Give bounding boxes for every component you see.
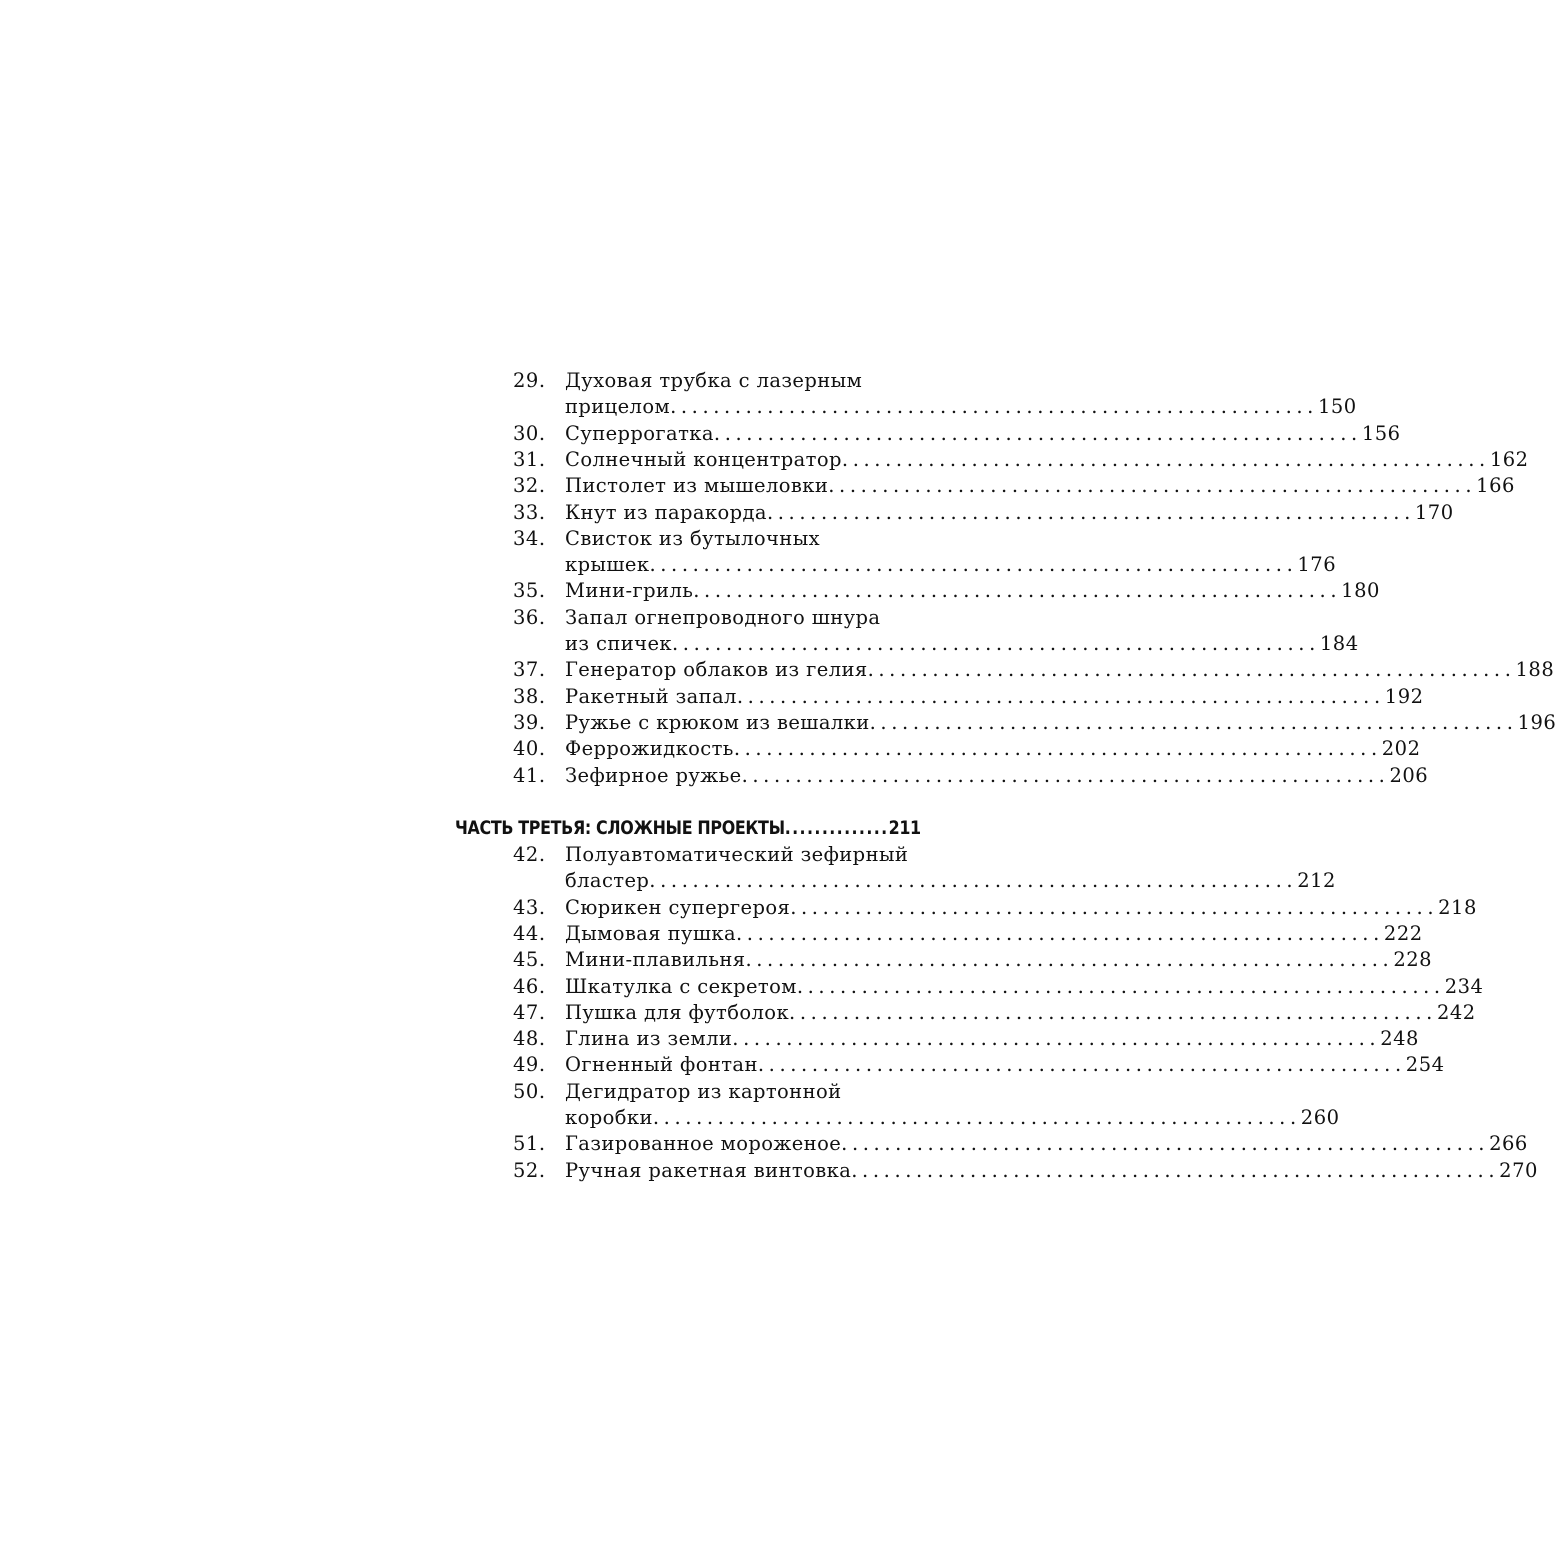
entry-title: Зефирное ружье bbox=[565, 763, 742, 787]
entry-number: 36. bbox=[513, 605, 546, 629]
entry-leader-dots: ............................................................ bbox=[766, 500, 1415, 524]
part-title: ЧАСТЬ ТРЕТЬЯ: СЛОЖНЫЕ ПРОЕКТЫ bbox=[455, 818, 785, 839]
toc-entry-line bbox=[0, 657, 1555, 683]
entry-number: 32. bbox=[513, 474, 546, 498]
entry-title: Духовая трубка с лазерным bbox=[565, 369, 863, 392]
entry-page-number: 184 bbox=[1319, 632, 1359, 655]
entry-leader-dots: ............................................................ bbox=[789, 1000, 1437, 1024]
entry-leader-dots: ............................................................ bbox=[745, 948, 1394, 972]
entry-leader-row bbox=[565, 947, 1433, 973]
toc-entry-line bbox=[0, 868, 1336, 894]
entry-leader-row bbox=[565, 631, 1359, 657]
toc-entry-line bbox=[0, 1026, 1419, 1052]
entry-title: Суперрогатка bbox=[565, 421, 714, 445]
entry-leader-row bbox=[565, 447, 1529, 473]
entry-title: Пистолет из мышеловки bbox=[565, 474, 829, 498]
entry-title: Ракетный запал bbox=[565, 684, 737, 708]
entry-page-number: 176 bbox=[1297, 553, 1337, 577]
entry-leader-row bbox=[565, 868, 1336, 894]
entry-page-number: 156 bbox=[1361, 421, 1401, 445]
entry-page-number: 254 bbox=[1405, 1053, 1445, 1077]
entry-leader-dots: ............................................................ bbox=[732, 1027, 1381, 1051]
entry-leader-row bbox=[565, 1052, 1445, 1078]
entry-title: Газированное мороженое bbox=[565, 1132, 842, 1156]
entry-number: 51. bbox=[513, 1132, 546, 1156]
entry-title: Сюрикен супергероя bbox=[565, 895, 791, 919]
entry-number: 30. bbox=[513, 421, 546, 445]
entry-leader-row bbox=[565, 684, 1424, 710]
entry-title: Запал огнепроводного шнура bbox=[565, 605, 881, 629]
entry-leader-dots: ............................................................ bbox=[649, 553, 1298, 577]
entry-leader-dots: ............................................................ bbox=[828, 474, 1477, 498]
entry-leader-row bbox=[565, 763, 1429, 789]
entry-number: 35. bbox=[513, 579, 546, 603]
entry-number: 50. bbox=[513, 1079, 546, 1103]
entry-title: Дымовая пушка bbox=[565, 921, 736, 945]
entry-number: 33. bbox=[513, 500, 546, 524]
entry-leader-dots: ............................................................ bbox=[713, 421, 1362, 445]
entry-title: Огненный фонтан bbox=[565, 1053, 758, 1077]
entry-page-number: 270 bbox=[1499, 1158, 1538, 1182]
entry-title: коробки bbox=[565, 1106, 653, 1129]
toc-entry-line bbox=[0, 552, 1337, 578]
entry-page-number: 228 bbox=[1393, 948, 1433, 972]
entry-page-number: 248 bbox=[1380, 1027, 1419, 1051]
entry-number: 31. bbox=[513, 447, 546, 471]
entry-leader-dots: ............................................................ bbox=[671, 632, 1320, 655]
entry-page-number: 166 bbox=[1476, 474, 1515, 498]
toc-entry-line bbox=[0, 1105, 1340, 1131]
entry-number: 45. bbox=[513, 948, 546, 972]
entry-page-number: 150 bbox=[1317, 395, 1357, 419]
toc-entry-line bbox=[0, 842, 1193, 868]
entry-number: 29. bbox=[513, 369, 546, 392]
entry-page-number: 206 bbox=[1389, 763, 1429, 787]
entry-title: Кнут из паракорда bbox=[565, 500, 767, 524]
entry-number: 47. bbox=[513, 1000, 546, 1024]
entry-leader-row bbox=[565, 394, 1357, 420]
entry-leader-row bbox=[565, 1158, 1538, 1184]
toc-entry-line bbox=[0, 947, 1433, 973]
entry-title: Мини-плавильня bbox=[565, 948, 746, 972]
entry-leader-dots: ............................................................ bbox=[796, 974, 1445, 998]
entry-leader-dots: ............................................................ bbox=[790, 895, 1439, 919]
entry-leader-row bbox=[565, 710, 1556, 736]
entry-title: бластер bbox=[565, 869, 650, 893]
entry-page-number: 192 bbox=[1384, 684, 1424, 708]
entry-leader-dots: ............................................................ bbox=[736, 921, 1384, 945]
toc-entry-line bbox=[0, 1079, 1193, 1105]
entry-page-number: 188 bbox=[1515, 658, 1555, 682]
entry-page-number: 162 bbox=[1489, 447, 1529, 471]
entry-page-number: 260 bbox=[1300, 1106, 1340, 1129]
entry-page-number: 212 bbox=[1297, 869, 1336, 893]
entry-page-number: 242 bbox=[1436, 1000, 1476, 1024]
entry-title: крышек bbox=[565, 553, 650, 577]
toc-entry-line bbox=[0, 394, 1357, 420]
toc-entry-line bbox=[0, 526, 1193, 552]
entry-leader-dots: ............................................................ bbox=[693, 579, 1342, 603]
entry-title: Дегидратор из картонной bbox=[565, 1079, 842, 1103]
toc-entry-line bbox=[0, 368, 1193, 394]
entry-leader-row bbox=[565, 657, 1555, 683]
toc-entry-line bbox=[0, 500, 1454, 526]
entry-title: Ручная ракетная винтовка bbox=[565, 1158, 852, 1182]
entry-number: 42. bbox=[513, 843, 546, 866]
entry-title: прицелом bbox=[565, 395, 671, 419]
entry-number: 44. bbox=[513, 921, 546, 945]
entry-leader-dots: ............................................................ bbox=[652, 1106, 1301, 1129]
toc-entry-line bbox=[0, 974, 1484, 1000]
toc-entry-line bbox=[0, 1131, 1528, 1157]
entry-number: 46. bbox=[513, 974, 546, 998]
entry-number: 43. bbox=[513, 895, 546, 919]
toc-entry-line bbox=[0, 763, 1429, 789]
entry-title: из спичек bbox=[565, 632, 672, 655]
entry-leader-dots: ............................................................ bbox=[741, 763, 1390, 787]
entry-title: Полуавтоматический зефирный bbox=[565, 843, 909, 866]
entry-leader-row bbox=[565, 1105, 1340, 1131]
entry-number: 34. bbox=[513, 526, 546, 550]
entry-title: Мини-гриль bbox=[565, 579, 694, 603]
entry-number: 41. bbox=[513, 763, 546, 787]
entry-page-number: 202 bbox=[1381, 737, 1421, 761]
entry-leader-row bbox=[565, 1026, 1419, 1052]
entry-leader-dots: ............................................................ bbox=[869, 710, 1518, 734]
entry-number: 40. bbox=[513, 737, 546, 761]
entry-leader-row bbox=[565, 1000, 1476, 1026]
entry-page-number: 170 bbox=[1414, 500, 1454, 524]
toc-entry-line bbox=[0, 447, 1529, 473]
entry-leader-row bbox=[565, 974, 1484, 1000]
entry-title: Шкатулка с секретом bbox=[565, 974, 797, 998]
toc-entry-line bbox=[0, 710, 1556, 736]
entry-title: Пушка для футболок bbox=[565, 1000, 790, 1024]
entry-number: 49. bbox=[513, 1053, 546, 1077]
toc-entry-line bbox=[0, 736, 1421, 762]
entry-leader-row bbox=[565, 736, 1421, 762]
entry-leader-row bbox=[565, 552, 1337, 578]
toc-entry-line bbox=[0, 473, 1515, 499]
toc-entry-line bbox=[0, 421, 1401, 447]
toc-entry-line bbox=[0, 1158, 1538, 1184]
toc-entry-line bbox=[0, 684, 1424, 710]
entry-title: Феррожидкость bbox=[565, 737, 734, 761]
entry-page-number: 222 bbox=[1383, 921, 1423, 945]
toc-entry-line bbox=[0, 605, 1193, 631]
entry-title: Ружье с крюком из вешалки bbox=[565, 710, 870, 734]
entry-leader-row bbox=[565, 1131, 1528, 1157]
entry-page-number: 180 bbox=[1341, 579, 1380, 603]
entry-number: 48. bbox=[513, 1027, 546, 1051]
entry-leader-dots: ............................................................ bbox=[733, 737, 1382, 761]
entry-leader-row bbox=[565, 421, 1401, 447]
entry-title: Свисток из бутылочных bbox=[565, 526, 821, 550]
entry-leader-row bbox=[565, 895, 1477, 921]
part-leader: .............. bbox=[784, 818, 889, 839]
toc-entry-line bbox=[0, 1052, 1445, 1078]
entry-number: 37. bbox=[513, 658, 546, 682]
entry-number: 38. bbox=[513, 684, 546, 708]
entry-title: Глина из земли bbox=[565, 1027, 733, 1051]
toc-entry-line bbox=[0, 895, 1477, 921]
toc-entry-line bbox=[0, 921, 1423, 947]
entry-leader-dots: ............................................................ bbox=[841, 1132, 1490, 1156]
entry-leader-row bbox=[565, 500, 1454, 526]
toc-entry-line bbox=[0, 578, 1380, 604]
entry-page-number: 218 bbox=[1438, 895, 1477, 919]
entry-leader-row bbox=[565, 921, 1423, 947]
entry-leader-row bbox=[565, 578, 1380, 604]
entry-page-number: 234 bbox=[1444, 974, 1484, 998]
entry-title: Солнечный концентратор bbox=[565, 447, 842, 471]
entry-leader-dots: ............................................................ bbox=[649, 869, 1298, 893]
entry-leader-dots: ............................................................ bbox=[851, 1158, 1500, 1182]
entry-leader-dots: ............................................................ bbox=[670, 395, 1318, 419]
part-page-number: 211 bbox=[888, 818, 921, 839]
entry-page-number: 196 bbox=[1517, 710, 1556, 734]
toc-part-heading bbox=[455, 816, 921, 842]
entry-leader-dots: ............................................................ bbox=[841, 447, 1490, 471]
toc-entry-line bbox=[0, 631, 1359, 657]
entry-leader-dots: ............................................................ bbox=[736, 684, 1385, 708]
entry-number: 52. bbox=[513, 1158, 546, 1182]
entry-leader-row bbox=[565, 473, 1515, 499]
entry-title: Генератор облаков из гелия bbox=[565, 658, 868, 682]
toc-entry-line bbox=[0, 1000, 1476, 1026]
entry-number: 39. bbox=[513, 710, 546, 734]
entry-leader-dots: ............................................................ bbox=[757, 1053, 1406, 1077]
entry-leader-dots: ............................................................ bbox=[867, 658, 1516, 682]
entry-page-number: 266 bbox=[1489, 1132, 1528, 1156]
